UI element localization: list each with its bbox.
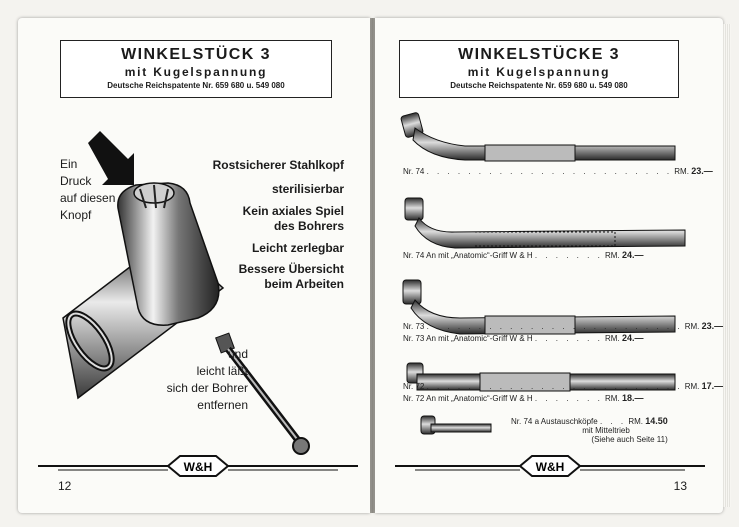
item-price: 17.— [701,381,724,391]
item-price: 24.— [621,250,644,260]
right-title: WINKELSTÜCKE 3 [458,46,620,63]
handpiece-nr74 [400,112,675,161]
feature-better-view-2: beim Arbeiten [264,277,344,291]
page-number-left: 12 [58,479,72,493]
release-note-line: und [227,347,248,361]
item-label: Nr. 73 An mit „Anatomic“-Griff W & H [403,334,533,343]
exchange-head-nr74a [421,416,491,434]
release-note-line: leicht läßt [196,364,248,378]
left-title: WINKELSTÜCK 3 [121,46,271,63]
wh-logo-footer [38,455,358,477]
instrument-drawings [375,18,723,458]
handpiece-nr74an [405,198,685,248]
price-row-nr74a [511,416,668,444]
feature-rust-free-head: Rostsicherer Stahlkopf [212,158,344,172]
button-note-line: Ein [60,157,78,171]
leader-dots: . . . . . . . [534,251,603,260]
item-label: Nr. 73 [403,322,425,331]
button-note [60,156,115,224]
right-subtitle: mit Kugelspannung [467,65,611,79]
price-row-nr72 [403,381,723,391]
item-price: 23.— [691,166,713,176]
currency: RM. [684,322,700,331]
wh-logo-footer [395,455,705,477]
price-row-nr73an [403,333,643,343]
release-note-line: sich der Bohrer [166,381,248,395]
currency: RM. [628,417,643,426]
currency: RM. [605,394,620,403]
leader-dots: . . . . . . . [534,334,603,343]
item-label: Nr. 74 An mit „Anatomic“-Griff W & H [403,251,533,260]
button-note-line: Knopf [60,208,92,222]
item-price: 23.— [701,321,724,331]
item-label: Nr. 72 An mit „Anatomic“-Griff W & H [403,394,533,403]
currency: RM. [674,167,689,176]
leader-dots: . . . . . . . . . . . . . . . . . . . . . . . . [426,167,673,176]
leader-dots: . . . . . . . . . . . . . . . . . . . . . . . . . [426,322,683,331]
button-note-line: Druck [60,174,92,188]
release-note-line: entfernen [197,398,248,412]
left-title-box [60,40,332,98]
right-page [375,18,723,513]
currency: RM. [605,334,620,343]
feature-no-axial-play: Kein axiales Spiel [242,204,344,218]
leader-dots: . . . . . . . [534,394,603,403]
button-note-line: auf diesen [60,191,116,205]
currency: RM. [684,382,700,391]
wh-logo-text: W&H [183,460,213,474]
currency: RM. [605,251,620,260]
feature-no-axial-play-2: des Bohrers [273,219,344,233]
leader-dots: . . . [599,417,627,426]
item-label: Nr. 72 [403,382,425,391]
price-row-nr74 [403,166,713,176]
page-number-right: 13 [673,479,687,493]
feature-better-view: Bessere Übersicht [238,262,344,276]
release-note [158,346,248,414]
item-note-reference: (Siehe auch Seite 11) [591,435,668,444]
price-row-nr72an [403,393,643,403]
feature-easy-disassembly: Leicht zerlegbar [251,241,344,255]
item-label: Nr. 74 a Austauschköpfe [511,417,598,426]
left-patent-note: Deutsche Reichspatente Nr. 659 680 u. 549 080 [107,81,285,90]
price-row-nr74an [403,250,643,260]
feature-sterilisable: sterilisierbar [271,182,344,196]
item-note: mit Mitteltrieb [582,426,630,435]
item-price: 14.50 [645,416,668,426]
leader-dots: . . . . . . . . . . . . . . . . . . . . . . . . . [426,382,683,391]
left-page [18,18,370,513]
wh-logo-text: W&H [535,460,565,474]
left-subtitle: mit Kugelspannung [124,65,268,79]
item-label: Nr. 74 [403,167,425,176]
item-price: 24.— [621,333,644,343]
price-row-nr73 [403,321,723,331]
right-patent-note: Deutsche Reichspatente Nr. 659 680 u. 549 080 [450,81,628,90]
item-price: 18.— [621,393,644,403]
